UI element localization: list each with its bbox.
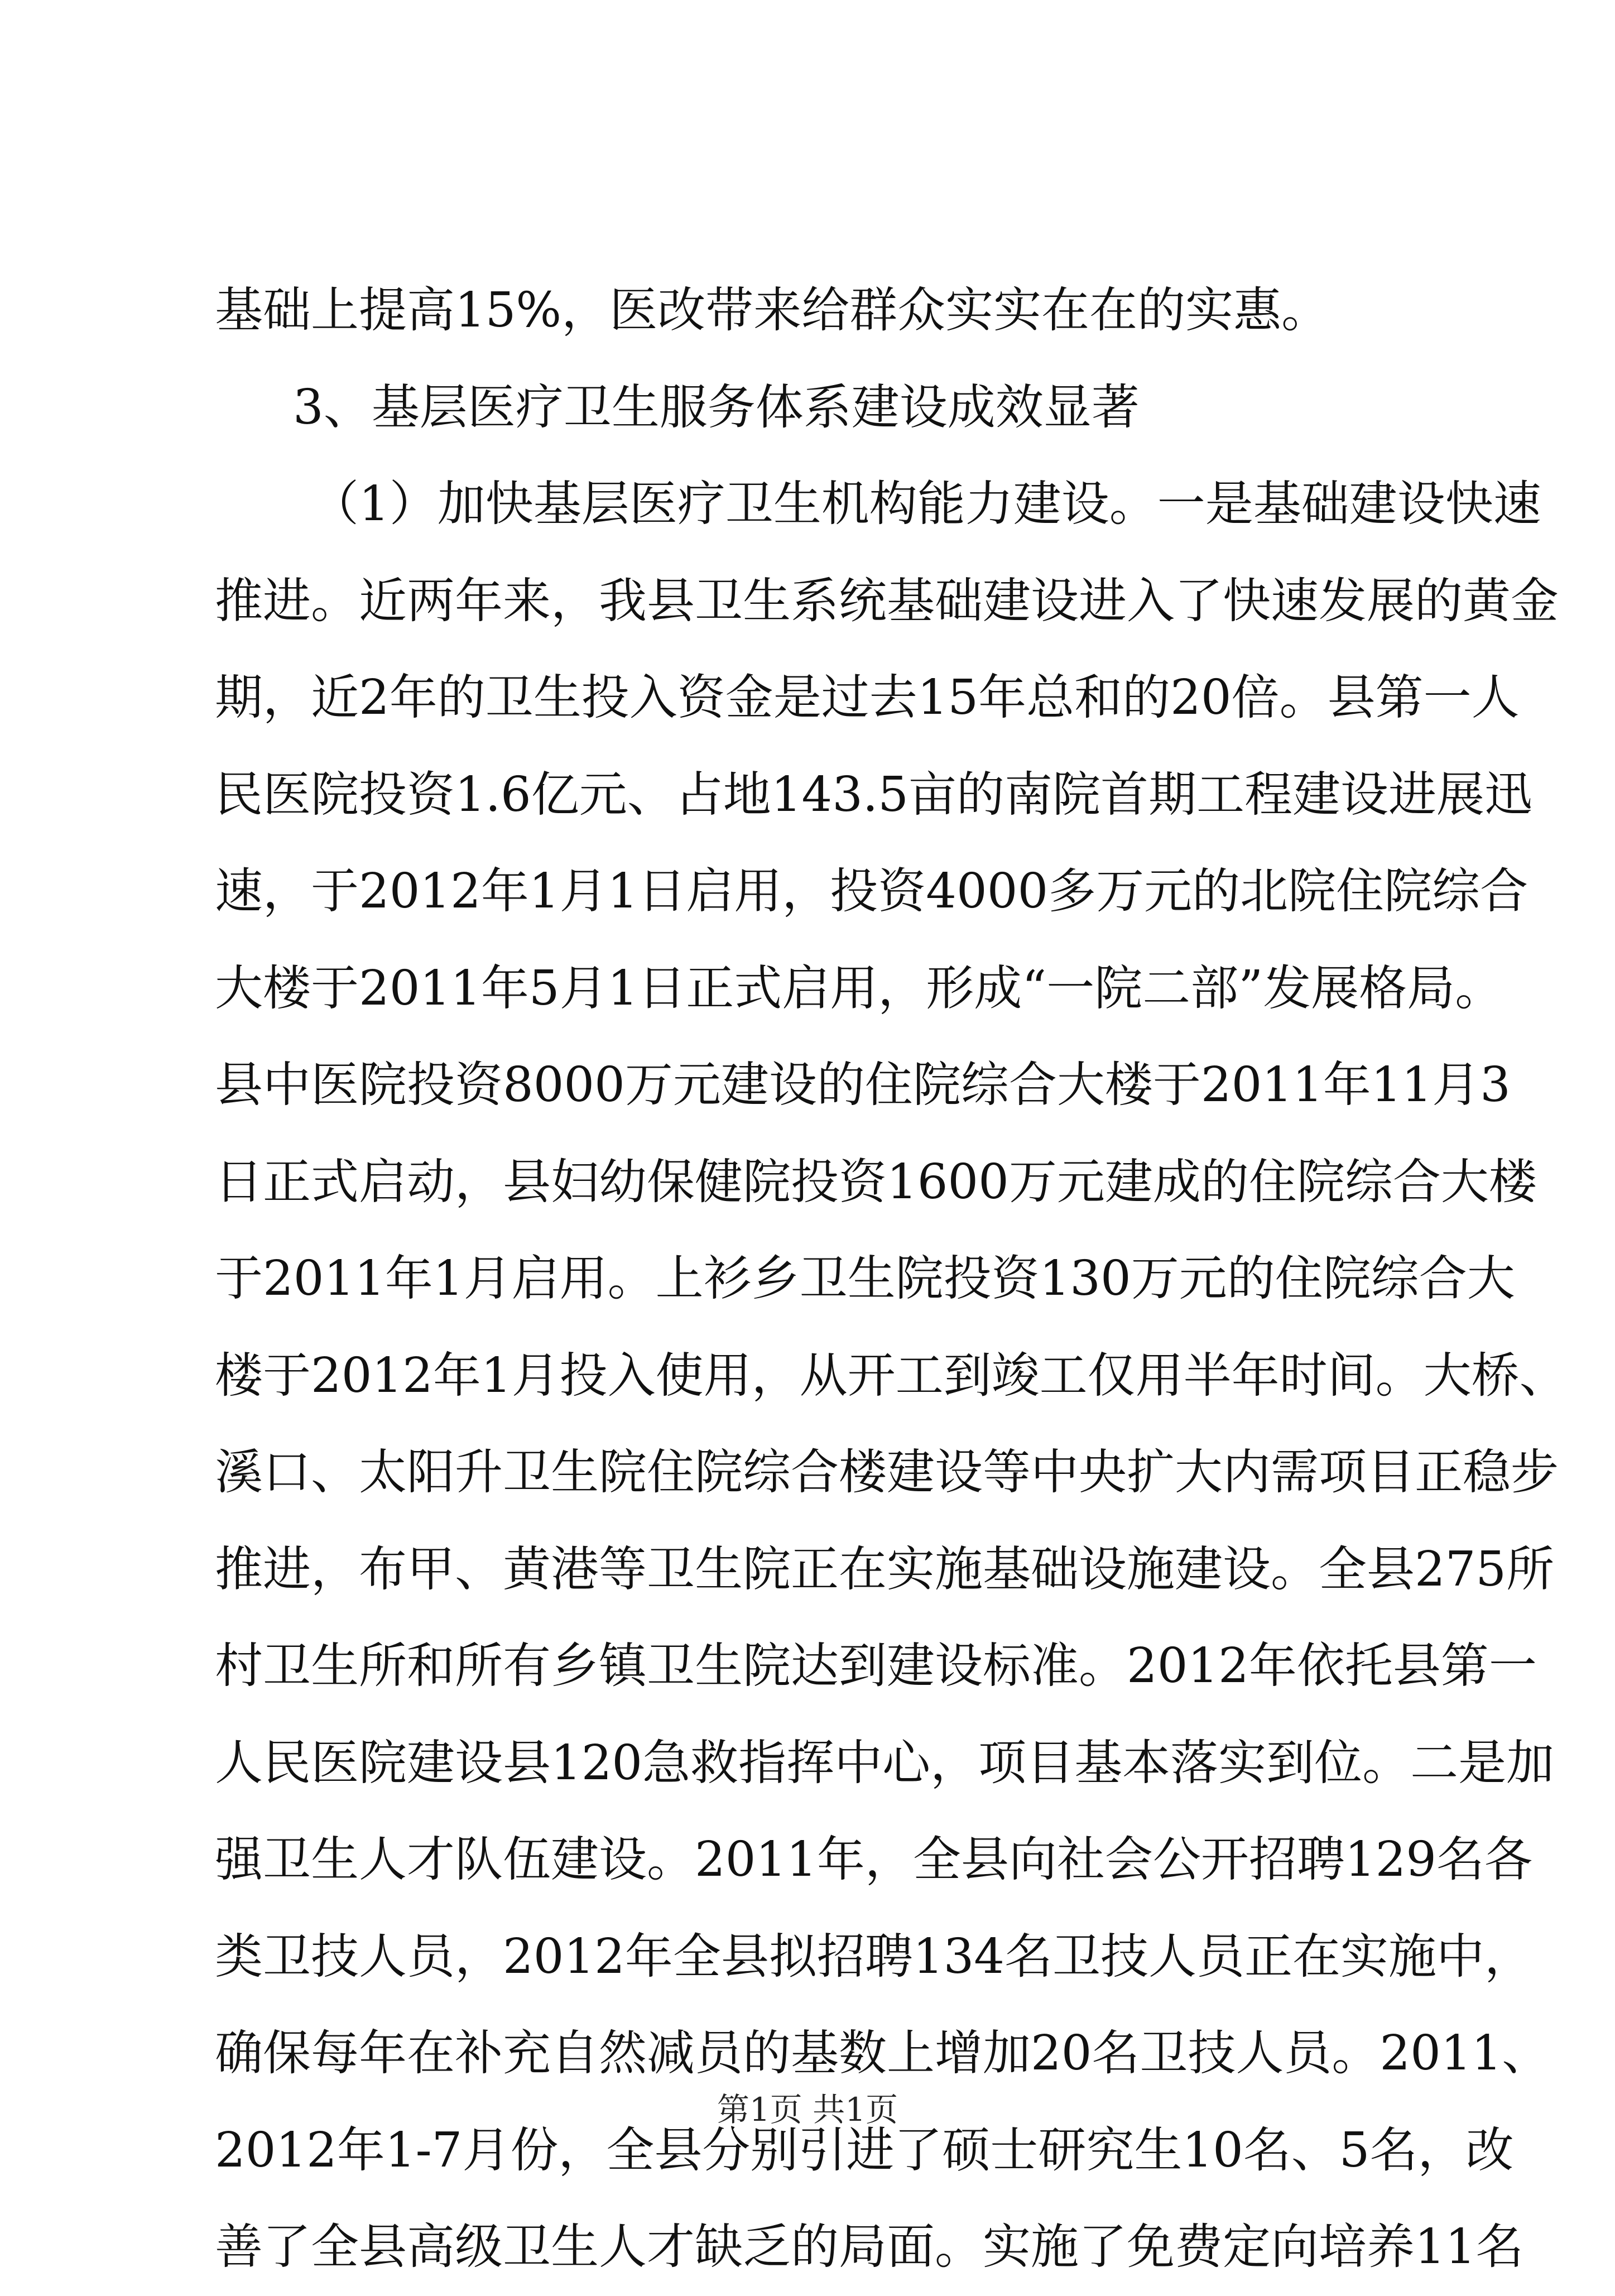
text-line: 2012年1-7月份，全县分别引进了硕士研究生10名、5名，改 <box>215 2122 1514 2178</box>
text-line: 日正式启动，县妇幼保健院投资1600万元建成的住院综合大楼 <box>215 1154 1537 1210</box>
text-line: 楼于2012年1月投入使用，从开工到竣工仅用半年时间。大桥、 <box>215 1347 1568 1404</box>
text-line: 基础上提高15%，医改带来给群众实实在在的实惠。 <box>215 282 1330 338</box>
text-line: 县中医院投资8000万元建设的住院综合大楼于2011年11月3 <box>215 1057 1511 1113</box>
text-line: 强卫生人才队伍建设。2011年，全县向社会公开招聘129名各 <box>215 1832 1533 1887</box>
text-line: 民医院投资1.6亿元、占地143.5亩的南院首期工程建设进展迅 <box>215 766 1532 823</box>
section-heading: 3、基层医疗卫生服务体系建设成效显著 <box>293 379 1140 435</box>
text-line: 推进。近两年来，我县卫生系统基础建设进入了快速发展的黄金 <box>215 573 1559 629</box>
page-footer: 第1页 共1页 <box>717 2091 898 2129</box>
body-text <box>215 262 1568 2296</box>
text-line: 人民医院建设县120急救指挥中心，项目基本落实到位。二是加 <box>215 1735 1555 1791</box>
text-line: 善了全县高级卫生人才缺乏的局面。实施了免费定向培养11名 <box>215 2219 1524 2275</box>
text-line: 期，近2年的卫生投入资金是过去15年总和的20倍。县第一人 <box>215 670 1520 726</box>
text-line: 大楼于2011年5月1日正式启用，形成“一院二部”发展格局。 <box>215 960 1503 1016</box>
text-line: 确保每年在补充自然减员的基数上增加20名卫技人员。2011、 <box>215 2025 1550 2081</box>
text-line: 速，于2012年1月1日启用，投资4000多万元的北院住院综合 <box>215 863 1529 919</box>
text-line: 于2011年1月启用。上衫乡卫生院投资130万元的住院综合大 <box>215 1251 1515 1306</box>
text-line: 推进，布甲、黄港等卫生院正在实施基础设施建设。全县275所 <box>215 1541 1555 1597</box>
paragraph-first-line: （1）加快基层医疗卫生机构能力建设。一是基础建设快速 <box>311 476 1541 532</box>
text-line: 村卫生所和所有乡镇卫生院达到建设标准。2012年依托县第一 <box>215 1638 1537 1694</box>
text-line: 类卫技人员，2012年全县拟招聘134名卫技人员正在实施中， <box>215 1928 1533 1985</box>
text-line: 溪口、太阳升卫生院住院综合楼建设等中央扩大内需项目正稳步 <box>215 1444 1559 1500</box>
